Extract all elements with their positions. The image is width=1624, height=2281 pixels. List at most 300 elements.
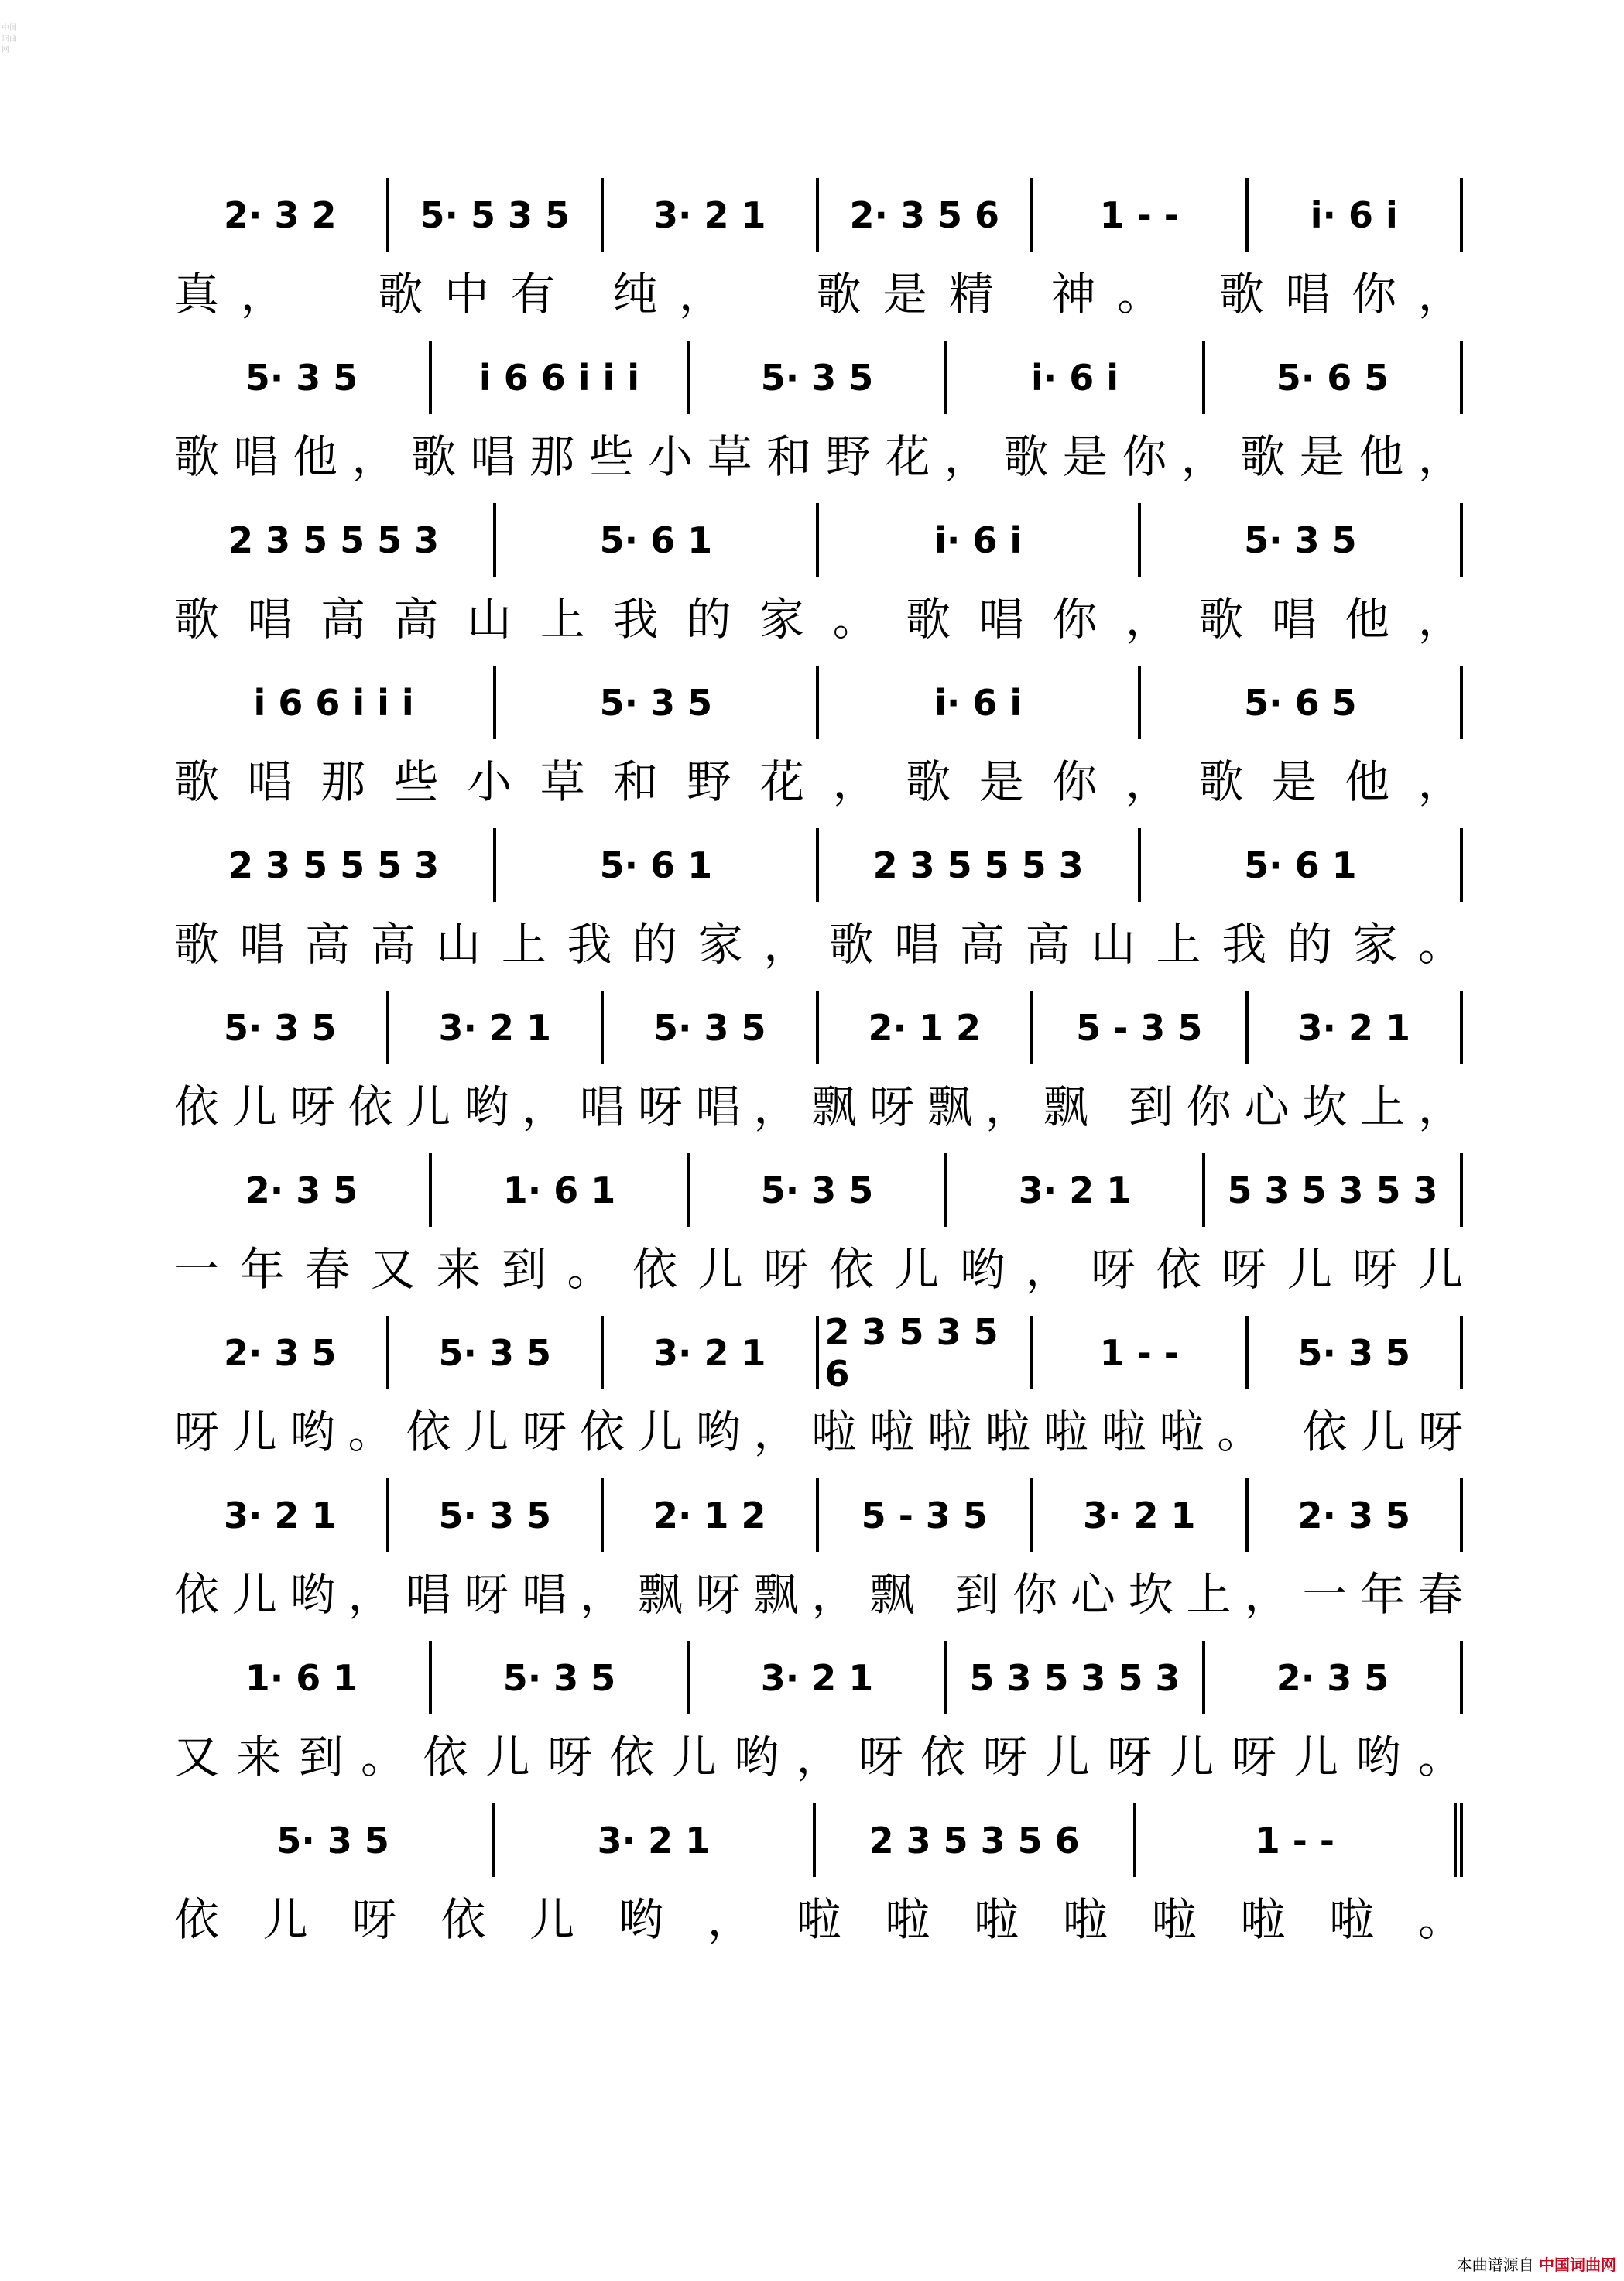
- lyric-char: 到: [1128, 1081, 1173, 1133]
- lyric-char: 高: [959, 918, 1005, 971]
- lyric-char: 心: [1070, 1568, 1115, 1621]
- lyric-char: 依: [440, 1893, 486, 1946]
- lyric-char: ，: [944, 430, 989, 483]
- notation-row: [174, 1641, 1463, 1714]
- lyric-char: ，: [1417, 1081, 1463, 1133]
- lyric-char: 呀: [174, 1406, 220, 1458]
- lyric-char: ，: [1125, 755, 1170, 808]
- lyric-char: 他: [1358, 430, 1404, 483]
- lyric-char: 我: [1221, 918, 1267, 971]
- score-line: [174, 341, 1463, 503]
- lyric-char: 上: [1186, 1568, 1232, 1621]
- lyric-char: [1184, 264, 1197, 317]
- lyric-char: 呀: [1091, 1243, 1136, 1296]
- measure: 5 - 3 5: [1033, 991, 1249, 1064]
- lyric-char: 草: [707, 430, 752, 483]
- lyric-char: 家: [1352, 918, 1398, 971]
- lyrics-row: [174, 902, 1463, 979]
- measure: 2 3 5 5 5 3: [174, 503, 496, 577]
- lyric-char: 哟: [959, 1243, 1005, 1296]
- score-line: [174, 1641, 1463, 1803]
- measure: 5· 6 1: [1141, 828, 1463, 902]
- lyric-char: 呀: [547, 1731, 593, 1783]
- lyric-char: 哟: [1355, 1731, 1401, 1783]
- lyric-char: 儿: [464, 1406, 509, 1458]
- lyric-char: ，: [1417, 755, 1463, 808]
- lyric-char: 依: [174, 1893, 220, 1946]
- score: [174, 178, 1463, 1966]
- lyric-char: ，: [351, 430, 397, 483]
- measure: 5· 3 5: [1141, 503, 1463, 577]
- lyric-char: 家: [697, 918, 743, 971]
- lyric-char: 坎: [1128, 1568, 1173, 1621]
- lyric-char: 。: [348, 1406, 393, 1458]
- lyric-char: 儿: [1287, 1243, 1332, 1296]
- lyric-char: 一: [174, 1243, 220, 1296]
- lyric-char: 我: [567, 918, 612, 971]
- lyric-char: ，: [811, 1568, 857, 1621]
- lyric-char: 是: [1271, 755, 1317, 808]
- lyric-char: 神: [1050, 268, 1096, 320]
- lyric-char: 又: [370, 1243, 416, 1296]
- lyric-char: 年: [1360, 1568, 1406, 1621]
- lyric-char: 上: [1156, 918, 1201, 971]
- lyric-char: 山: [436, 918, 481, 971]
- lyric-char: 。: [832, 593, 878, 646]
- lyric-char: 上: [1360, 1081, 1406, 1133]
- measure: 3· 2 1: [389, 991, 605, 1064]
- lyric-char: 歌: [174, 755, 220, 808]
- source-label: 本曲谱源自: [1456, 2255, 1534, 2274]
- measure: 5· 3 5: [1249, 1316, 1464, 1389]
- lyric-char: 心: [1244, 1081, 1290, 1133]
- lyric-char: 依: [174, 1081, 220, 1133]
- lyric-char: 是: [978, 755, 1024, 808]
- lyric-char: ，: [1180, 430, 1226, 483]
- measure: 3· 2 1: [174, 1478, 389, 1552]
- lyric-char: 的: [1287, 918, 1332, 971]
- lyric-char: 儿: [697, 1243, 743, 1296]
- notation-row: [174, 828, 1463, 902]
- measure: i· 6 i: [819, 503, 1141, 577]
- measure: 2· 3 5 6: [819, 178, 1034, 252]
- lyric-char: 儿: [1417, 1243, 1463, 1296]
- lyric-char: [342, 264, 356, 317]
- lyric-char: 精: [948, 268, 994, 320]
- notation-row: [174, 178, 1463, 252]
- lyric-char: ，: [579, 1568, 625, 1621]
- notation-row: [174, 991, 1463, 1064]
- lyrics-row: [174, 1064, 1463, 1142]
- lyric-char: 哟: [464, 1081, 509, 1133]
- lyric-char: [577, 264, 591, 317]
- lyric-char: ，: [985, 1081, 1030, 1133]
- lyric-char: 依: [828, 1243, 874, 1296]
- lyric-char: 花: [759, 755, 805, 808]
- lyric-char: 呀: [982, 1731, 1028, 1783]
- measure: 2· 1 2: [819, 991, 1034, 1064]
- lyric-char: 唱: [978, 593, 1024, 646]
- lyric-char: [1102, 1077, 1115, 1129]
- measure: 5· 3 5: [174, 1803, 495, 1877]
- lyric-char: 高: [305, 918, 351, 971]
- lyrics-row: [174, 1714, 1463, 1792]
- lyric-char: 唱: [1271, 593, 1317, 646]
- lyric-char: 春: [305, 1243, 351, 1296]
- lyric-char: 真: [174, 268, 220, 320]
- score-line: [174, 1310, 1463, 1478]
- lyric-char: ，: [1417, 593, 1463, 646]
- lyric-char: 他: [1345, 593, 1390, 646]
- lyric-char: 和: [613, 755, 659, 808]
- score-line: [174, 1478, 1463, 1641]
- lyric-char: 啦: [885, 1893, 930, 1946]
- lyric-char: 飘: [637, 1568, 683, 1621]
- lyric-char: ，: [1125, 593, 1170, 646]
- lyric-char: 到: [501, 1243, 546, 1296]
- measure: 2· 3 5: [174, 1316, 389, 1389]
- measure: 3· 2 1: [604, 1316, 819, 1389]
- lyric-char: ，: [753, 1081, 799, 1133]
- lyric-char: 唱: [233, 430, 279, 483]
- lyric-char: 春: [1417, 1568, 1463, 1621]
- lyric-char: 儿: [1169, 1731, 1215, 1783]
- lyric-char: 和: [766, 430, 812, 483]
- measure: 5· 3 5: [496, 666, 818, 739]
- lyric-char: 呀: [1107, 1731, 1153, 1783]
- lyric-char: 到: [298, 1731, 344, 1783]
- lyric-char: 啦: [869, 1406, 915, 1458]
- measure: 5· 6 1: [496, 503, 818, 577]
- lyric-char: 依: [920, 1731, 966, 1783]
- notation-row: [174, 1803, 1463, 1877]
- lyric-char: 飘: [753, 1568, 799, 1621]
- lyric-char: 到: [954, 1568, 1000, 1621]
- lyrics-row: [174, 577, 1463, 654]
- site-name: 中国词曲网: [1539, 2255, 1616, 2274]
- lyric-char: 一: [1302, 1568, 1348, 1621]
- lyric-char: 上: [501, 918, 546, 971]
- lyric-char: 是: [882, 268, 928, 320]
- score-line: [174, 1803, 1463, 1966]
- lyric-char: ，: [1025, 1243, 1071, 1296]
- lyric-char: 。: [1417, 1731, 1463, 1783]
- lyric-char: 那: [320, 755, 366, 808]
- lyric-char: 儿: [231, 1081, 277, 1133]
- lyric-char: ，: [753, 1406, 799, 1458]
- lyric-char: 啦: [1062, 1893, 1108, 1946]
- notation-row: [174, 1478, 1463, 1552]
- lyric-char: 啦: [927, 1406, 972, 1458]
- measure: 5· 3 5: [690, 1153, 947, 1227]
- measure: i· 6 i: [1249, 178, 1464, 252]
- lyric-char: 。: [361, 1731, 406, 1783]
- lyric-char: 歌: [828, 918, 874, 971]
- lyric-char: 来: [436, 1243, 481, 1296]
- lyric-char: 唱: [695, 1081, 741, 1133]
- lyric-char: 野: [686, 755, 731, 808]
- lyric-char: 唱: [522, 1568, 567, 1621]
- lyric-char: 唱: [1285, 268, 1331, 320]
- lyric-char: [1015, 264, 1029, 317]
- lyric-char: 啦: [796, 1893, 841, 1946]
- lyrics-row: [174, 1552, 1463, 1629]
- measure: 2· 3 5: [1205, 1641, 1463, 1714]
- lyric-char: 歌: [411, 430, 457, 483]
- score-line: [174, 178, 1463, 341]
- lyric-char: 呀: [1231, 1731, 1276, 1783]
- lyric-char: [927, 1564, 941, 1617]
- lyric-char: 歌: [174, 918, 220, 971]
- lyric-char: 哟: [618, 1893, 663, 1946]
- lyric-char: ，: [522, 1081, 567, 1133]
- lyric-char: 依: [174, 1568, 220, 1621]
- lyric-char: 哟: [695, 1406, 741, 1458]
- lyric-char: 纯: [612, 268, 658, 320]
- lyric-char: 唱: [239, 918, 285, 971]
- lyric-char: 草: [540, 755, 585, 808]
- lyric-char: 年: [239, 1243, 285, 1296]
- lyric-char: 儿: [529, 1893, 575, 1946]
- lyric-char: 呀: [637, 1081, 683, 1133]
- lyric-char: 唱: [247, 755, 293, 808]
- lyric-char: 。: [1417, 918, 1463, 971]
- lyric-char: 歌: [1003, 430, 1049, 483]
- lyrics-row: [174, 1877, 1463, 1954]
- lyric-char: 儿: [1044, 1731, 1090, 1783]
- lyrics-row: [174, 414, 1463, 491]
- measure: 5· 6 5: [1205, 341, 1463, 414]
- measure: 2· 3 5: [1249, 1478, 1464, 1552]
- lyric-char: 歌: [906, 593, 951, 646]
- lyric-char: 高: [370, 918, 416, 971]
- measure: 3· 2 1: [495, 1803, 815, 1877]
- lyric-char: 。: [1117, 268, 1163, 320]
- lyric-char: ，: [707, 1893, 752, 1946]
- measure: 3· 2 1: [1249, 991, 1464, 1064]
- lyric-char: ，: [1417, 268, 1463, 320]
- lyric-char: 依: [423, 1731, 468, 1783]
- lyric-char: 家: [759, 593, 805, 646]
- lyric-char: 儿: [1360, 1406, 1406, 1458]
- measure: i 6 6 i i i: [174, 666, 496, 739]
- lyric-char: 你: [1186, 1081, 1232, 1133]
- lyric-char: 你: [1122, 430, 1167, 483]
- lyric-char: 儿: [262, 1893, 308, 1946]
- side-watermark: 中国词曲网: [2, 24, 17, 54]
- lyric-char: 依: [1302, 1406, 1348, 1458]
- lyric-char: 是: [1062, 430, 1108, 483]
- lyric-char: 啦: [1101, 1406, 1146, 1458]
- lyric-char: 儿: [671, 1731, 717, 1783]
- notation-row: [174, 666, 1463, 739]
- lyric-char: 些: [588, 430, 634, 483]
- lyric-char: 歌: [906, 755, 951, 808]
- measure: 2· 1 2: [604, 1478, 819, 1552]
- lyric-char: 的: [632, 918, 678, 971]
- lyric-char: 飘: [1043, 1081, 1088, 1133]
- lyric-char: 儿: [231, 1406, 277, 1458]
- measure: 2 3 5 5 5 3: [819, 828, 1141, 902]
- score-line: [174, 991, 1463, 1153]
- lyric-char: 唱: [470, 430, 516, 483]
- lyric-char: 呀: [858, 1731, 903, 1783]
- measure: 5· 3 5: [604, 991, 819, 1064]
- measure: 2· 3 2: [174, 178, 389, 252]
- measure: 3· 2 1: [1033, 1478, 1249, 1552]
- lyric-char: 中: [444, 268, 489, 320]
- lyric-char: 唱: [247, 593, 293, 646]
- measure: 5· 3 5: [432, 1641, 690, 1714]
- lyrics-row: [174, 1227, 1463, 1304]
- lyric-char: 依: [579, 1406, 625, 1458]
- measure: 2 3 5 5 5 3: [174, 828, 496, 902]
- lyric-char: 啦: [974, 1893, 1019, 1946]
- score-line: [174, 1153, 1463, 1316]
- lyric-char: 他: [1345, 755, 1390, 808]
- lyric-char: 啦: [1329, 1893, 1375, 1946]
- measure: 5· 3 5: [389, 1316, 605, 1389]
- lyric-char: 高: [320, 593, 366, 646]
- measure: i· 6 i: [947, 341, 1205, 414]
- measure: 5· 3 5: [174, 341, 432, 414]
- measure: 5· 5 3 5: [389, 178, 605, 252]
- lyric-char: 唱: [406, 1568, 451, 1621]
- notation-row: [174, 503, 1463, 577]
- lyric-char: 呀: [464, 1568, 509, 1621]
- measure: 5 - 3 5: [819, 1478, 1034, 1552]
- lyric-char: 啦: [1043, 1406, 1088, 1458]
- measure: 3· 2 1: [604, 178, 819, 252]
- lyric-char: ，: [1417, 430, 1463, 483]
- lyric-char: 歌: [174, 430, 220, 483]
- lyric-char: 野: [825, 430, 871, 483]
- lyric-char: ，: [348, 1568, 393, 1621]
- lyric-char: 歌: [1218, 268, 1264, 320]
- measure: 5 3 5 3 5 3: [947, 1641, 1205, 1714]
- measure: 1· 6 1: [174, 1641, 432, 1714]
- lyric-char: ，: [763, 918, 809, 971]
- lyric-char: 的: [686, 593, 731, 646]
- lyric-char: 你: [1012, 1568, 1058, 1621]
- lyric-char: ，: [832, 755, 878, 808]
- lyric-char: 唱: [579, 1081, 625, 1133]
- measure: 1 - -: [1136, 1803, 1463, 1877]
- lyric-char: 啦: [1151, 1893, 1197, 1946]
- lyric-char: 山: [467, 593, 512, 646]
- lyric-char: 儿: [406, 1081, 451, 1133]
- lyric-char: 我: [613, 593, 659, 646]
- lyric-char: 啦: [985, 1406, 1030, 1458]
- lyric-char: ，: [1244, 1568, 1290, 1621]
- lyric-char: 呀: [1417, 1406, 1463, 1458]
- lyric-char: 儿: [637, 1406, 683, 1458]
- lyric-char: 啦: [811, 1406, 857, 1458]
- measure: 2 3 5 3 5 6: [816, 1803, 1136, 1877]
- lyric-char: 飘: [811, 1081, 857, 1133]
- lyric-char: 坎: [1302, 1081, 1348, 1133]
- measure: 5· 6 5: [1141, 666, 1463, 739]
- lyric-char: 啦: [1240, 1893, 1286, 1946]
- measure: 3· 2 1: [690, 1641, 947, 1714]
- measure: 1· 6 1: [432, 1153, 690, 1227]
- score-line: [174, 828, 1463, 991]
- lyric-char: 小: [648, 430, 694, 483]
- measure: 2· 3 5: [174, 1153, 432, 1227]
- lyric-char: 歌: [1198, 755, 1244, 808]
- footer-source: [1457, 2252, 1616, 2275]
- lyric-char: 呀: [763, 1243, 809, 1296]
- lyric-char: 小: [467, 755, 512, 808]
- measure: 1 - -: [1033, 1316, 1249, 1389]
- lyric-char: 儿: [894, 1243, 940, 1296]
- lyric-char: 那: [529, 430, 575, 483]
- measure: 3· 2 1: [947, 1153, 1205, 1227]
- lyric-char: 依: [348, 1081, 393, 1133]
- lyric-char: 歌: [1198, 593, 1244, 646]
- score-line: [174, 503, 1463, 666]
- lyrics-row: [174, 252, 1463, 329]
- lyric-char: 来: [236, 1731, 282, 1783]
- lyric-char: [781, 264, 795, 317]
- lyric-char: 山: [1091, 918, 1136, 971]
- lyric-char: 些: [393, 755, 439, 808]
- lyric-char: 歌: [174, 593, 220, 646]
- lyric-char: ，: [796, 1731, 841, 1783]
- lyric-char: ，: [240, 268, 286, 320]
- lyric-char: 哟: [734, 1731, 779, 1783]
- lyric-char: 唱: [894, 918, 940, 971]
- lyric-char: [745, 264, 759, 317]
- measure: i· 6 i: [819, 666, 1141, 739]
- measure: 5· 3 5: [690, 341, 947, 414]
- lyric-char: 歌: [816, 268, 862, 320]
- lyric-char: 依: [609, 1731, 655, 1783]
- lyric-char: [1275, 1402, 1289, 1454]
- lyric-char: 呀: [522, 1406, 567, 1458]
- lyric-char: 啦: [1159, 1406, 1204, 1458]
- lyric-char: 。: [567, 1243, 612, 1296]
- lyric-char: 。: [1417, 1893, 1463, 1946]
- lyric-char: [307, 264, 320, 317]
- lyric-char: 呀: [351, 1893, 397, 1946]
- lyric-char: 高: [393, 593, 439, 646]
- lyric-char: 你: [1052, 593, 1098, 646]
- lyric-char: 是: [1299, 430, 1345, 483]
- measure: 2 3 5 3 5 6: [819, 1316, 1034, 1389]
- lyric-char: 哟: [290, 1568, 335, 1621]
- lyric-char: 上: [540, 593, 585, 646]
- lyric-char: 呀: [1352, 1243, 1398, 1296]
- lyric-char: 儿: [231, 1568, 277, 1621]
- lyric-char: 飘: [869, 1568, 915, 1621]
- lyrics-row: [174, 739, 1463, 817]
- lyric-char: 儿: [1293, 1731, 1339, 1783]
- lyrics-row: [174, 1389, 1463, 1467]
- lyric-char: 依: [1156, 1243, 1201, 1296]
- measure: 5· 6 1: [496, 828, 818, 902]
- lyric-char: 。: [1217, 1406, 1263, 1458]
- lyric-char: 歌: [1240, 430, 1286, 483]
- lyric-char: ，: [678, 268, 724, 320]
- lyric-char: 他: [293, 430, 338, 483]
- notation-row: [174, 341, 1463, 414]
- measure: 1 - -: [1033, 178, 1249, 252]
- measure: 5· 3 5: [174, 991, 389, 1064]
- lyric-char: 呀: [290, 1081, 335, 1133]
- lyric-char: 呀: [1221, 1243, 1267, 1296]
- lyric-char: 呀: [695, 1568, 741, 1621]
